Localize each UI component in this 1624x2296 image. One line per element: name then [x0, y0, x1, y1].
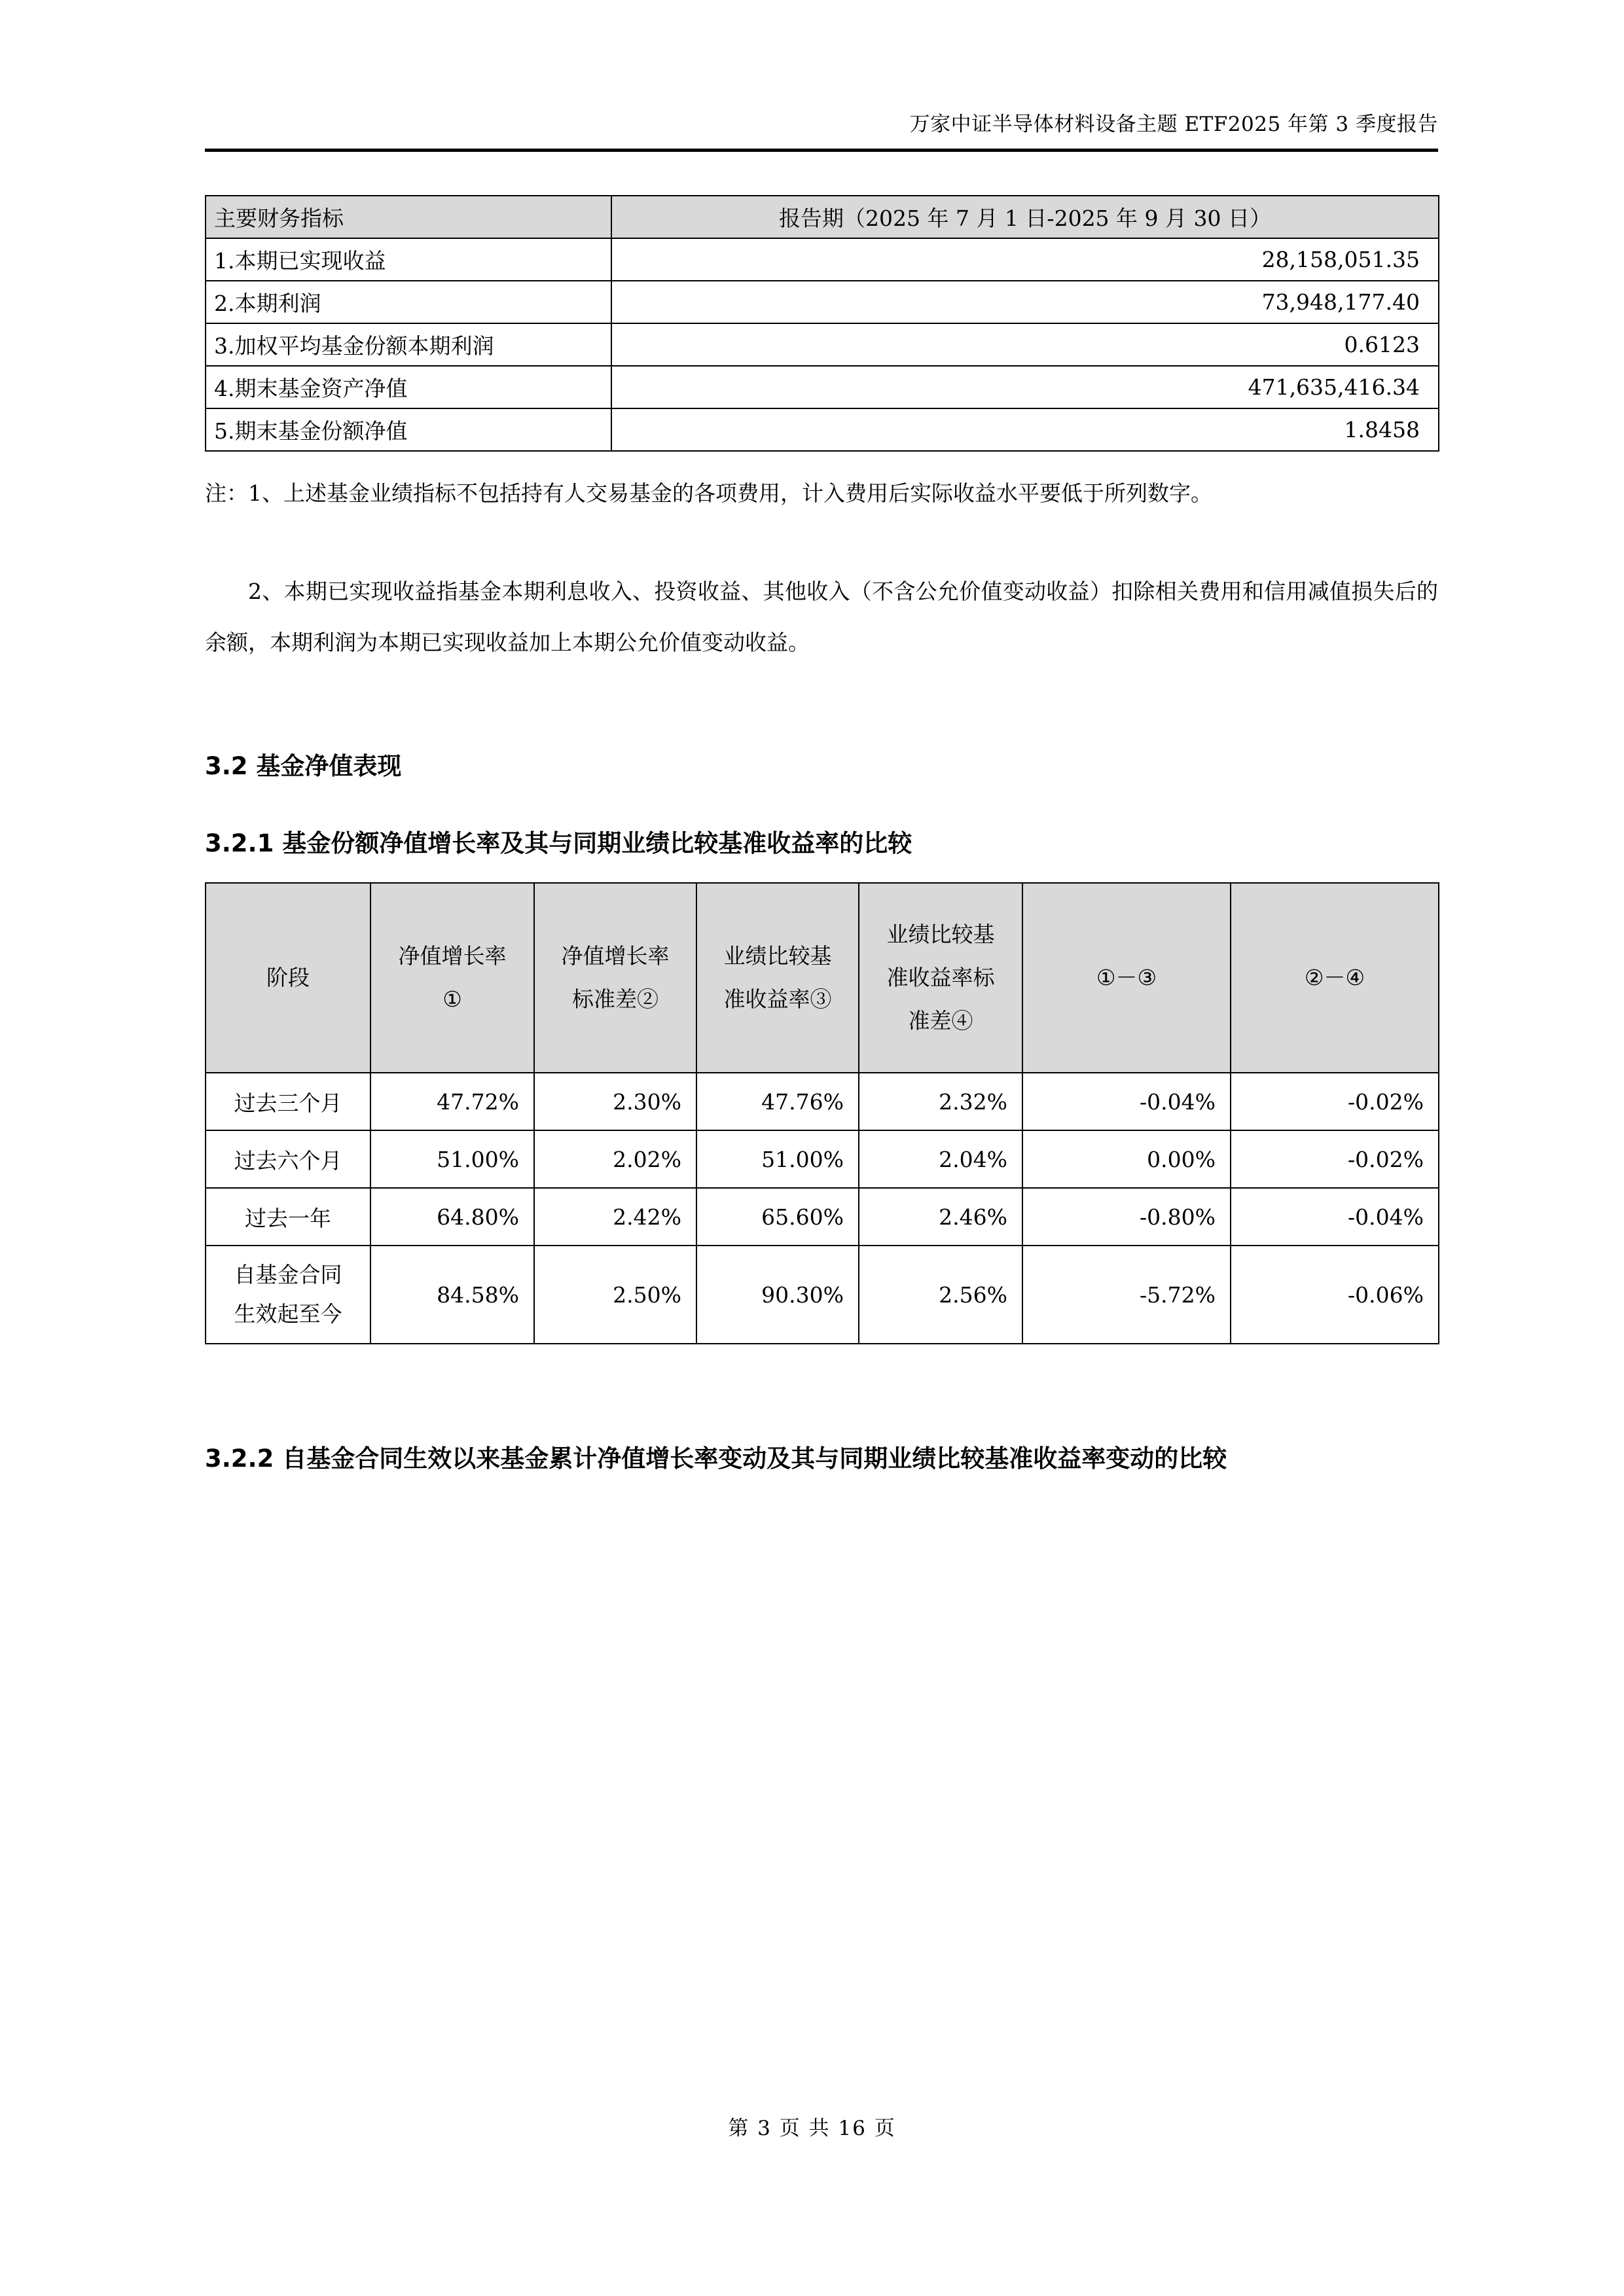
- running-header-title: 万家中证半导体材料设备主题 ETF2025 年第 3 季度报告: [909, 113, 1438, 136]
- cell-stage: 过去六个月: [206, 1130, 370, 1188]
- cell-stage-line: 生效起至今: [234, 1301, 342, 1327]
- cell-diff-1-3: -0.04%: [1022, 1073, 1231, 1130]
- table-row: [206, 1130, 1439, 1188]
- row-label: 1.本期已实现收益: [206, 238, 611, 281]
- cell-benchmark-stddev: 2.46%: [859, 1188, 1022, 1246]
- column-header-stage: [206, 883, 370, 1073]
- cell-stage: 过去三个月: [206, 1073, 370, 1130]
- header-line: 标准差②: [572, 986, 659, 1012]
- table-header-row: [206, 196, 1439, 238]
- column-header-benchmark-stddev: [859, 883, 1022, 1073]
- table-row: [206, 238, 1439, 281]
- row-value: 471,635,416.34: [611, 366, 1439, 408]
- cell-benchmark-return: 47.76%: [696, 1073, 859, 1130]
- cell-nav-stddev: 2.02%: [534, 1130, 696, 1188]
- row-label: 5.期末基金份额净值: [206, 408, 611, 451]
- table-header-row: [206, 883, 1439, 1073]
- column-header-nav-stddev: [534, 883, 696, 1073]
- column-header-diff-2-4: [1231, 883, 1439, 1073]
- cell-benchmark-stddev: 2.32%: [859, 1073, 1022, 1130]
- section-heading-3-2-2: 3.2.2 自基金合同生效以来基金累计净值增长率变动及其与同期业绩比较基准收益率变动的比较: [205, 1444, 1227, 1473]
- note-paragraph-1: 注：1、上述基金业绩指标不包括持有人交易基金的各项费用，计入费用后实际收益水平要低于所列数字。: [205, 480, 1212, 506]
- section-heading-3-2-1: 3.2.1 基金份额净值增长率及其与同期业绩比较基准收益率的比较: [205, 829, 912, 857]
- cell-stage: [206, 1246, 370, 1344]
- cell-benchmark-stddev: 2.04%: [859, 1130, 1022, 1188]
- table-row: [206, 1246, 1439, 1344]
- cell-benchmark-stddev: 2.56%: [859, 1246, 1022, 1344]
- cell-nav-growth: 84.58%: [370, 1246, 534, 1344]
- cell-benchmark-return: 90.30%: [696, 1246, 859, 1344]
- header-line: ①－③: [1096, 965, 1157, 990]
- header-line: ②－④: [1304, 965, 1365, 990]
- cell-nav-stddev: 2.30%: [534, 1073, 696, 1130]
- row-label: 3.加权平均基金份额本期利润: [206, 323, 611, 366]
- cell-nav-stddev: 2.42%: [534, 1188, 696, 1246]
- note-paragraph-2: 2、本期已实现收益指基金本期利息收入、投资收益、其他收入（不含公允价值变动收益）扣除相关费用和信用减值损失后的余额，本期利润为本期已实现收益加上本期公允价值变动收益。: [205, 579, 1438, 655]
- cell-diff-2-4: -0.06%: [1231, 1246, 1439, 1344]
- cell-diff-1-3: -5.72%: [1022, 1246, 1231, 1344]
- cell-benchmark-return: 51.00%: [696, 1130, 859, 1188]
- header-line: 阶段: [266, 965, 310, 990]
- cell-nav-growth: 64.80%: [370, 1188, 534, 1246]
- section-heading-3-2: 3.2 基金净值表现: [205, 752, 402, 780]
- cell-diff-1-3: 0.00%: [1022, 1130, 1231, 1188]
- column-header-period: 报告期（2025 年 7 月 1 日-2025 年 9 月 30 日）: [611, 196, 1439, 238]
- table-row: [206, 1188, 1439, 1246]
- header-line: 准收益率标: [886, 965, 995, 990]
- cell-nav-growth: 47.72%: [370, 1073, 534, 1130]
- header-line: ①: [442, 986, 462, 1012]
- row-value: 28,158,051.35: [611, 238, 1439, 281]
- cell-stage-line: 自基金合同: [234, 1262, 342, 1287]
- row-label: 4.期末基金资产净值: [206, 366, 611, 408]
- column-header-nav-growth: [370, 883, 534, 1073]
- cell-nav-stddev: 2.50%: [534, 1246, 696, 1344]
- row-value: 1.8458: [611, 408, 1439, 451]
- table-row: [206, 408, 1439, 451]
- header-line: 业绩比较基: [723, 943, 832, 969]
- key-financial-indicators-table: [205, 195, 1439, 452]
- nav-performance-table: [205, 882, 1439, 1344]
- header-line: 准收益率③: [723, 986, 832, 1012]
- cell-diff-2-4: -0.04%: [1231, 1188, 1439, 1246]
- cell-diff-2-4: -0.02%: [1231, 1130, 1439, 1188]
- column-header-indicator: 主要财务指标: [206, 196, 611, 238]
- header-line: 业绩比较基: [886, 922, 995, 947]
- column-header-diff-1-3: [1022, 883, 1231, 1073]
- cell-diff-1-3: -0.80%: [1022, 1188, 1231, 1246]
- table-row: [206, 366, 1439, 408]
- header-rule: [205, 149, 1438, 152]
- cell-stage: 过去一年: [206, 1188, 370, 1246]
- table-row: [206, 281, 1439, 323]
- header-line: 准差④: [908, 1008, 973, 1033]
- header-line: 净值增长率: [561, 943, 670, 969]
- cell-diff-2-4: -0.02%: [1231, 1073, 1439, 1130]
- row-value: 73,948,177.40: [611, 281, 1439, 323]
- row-value: 0.6123: [611, 323, 1439, 366]
- table-row: [206, 323, 1439, 366]
- column-header-benchmark-return: [696, 883, 859, 1073]
- cell-nav-growth: 51.00%: [370, 1130, 534, 1188]
- row-label: 2.本期利润: [206, 281, 611, 323]
- header-line: 净值增长率: [398, 943, 507, 969]
- table-row: [206, 1073, 1439, 1130]
- page-footer: 第 3 页 共 16 页: [728, 2117, 896, 2140]
- cell-benchmark-return: 65.60%: [696, 1188, 859, 1246]
